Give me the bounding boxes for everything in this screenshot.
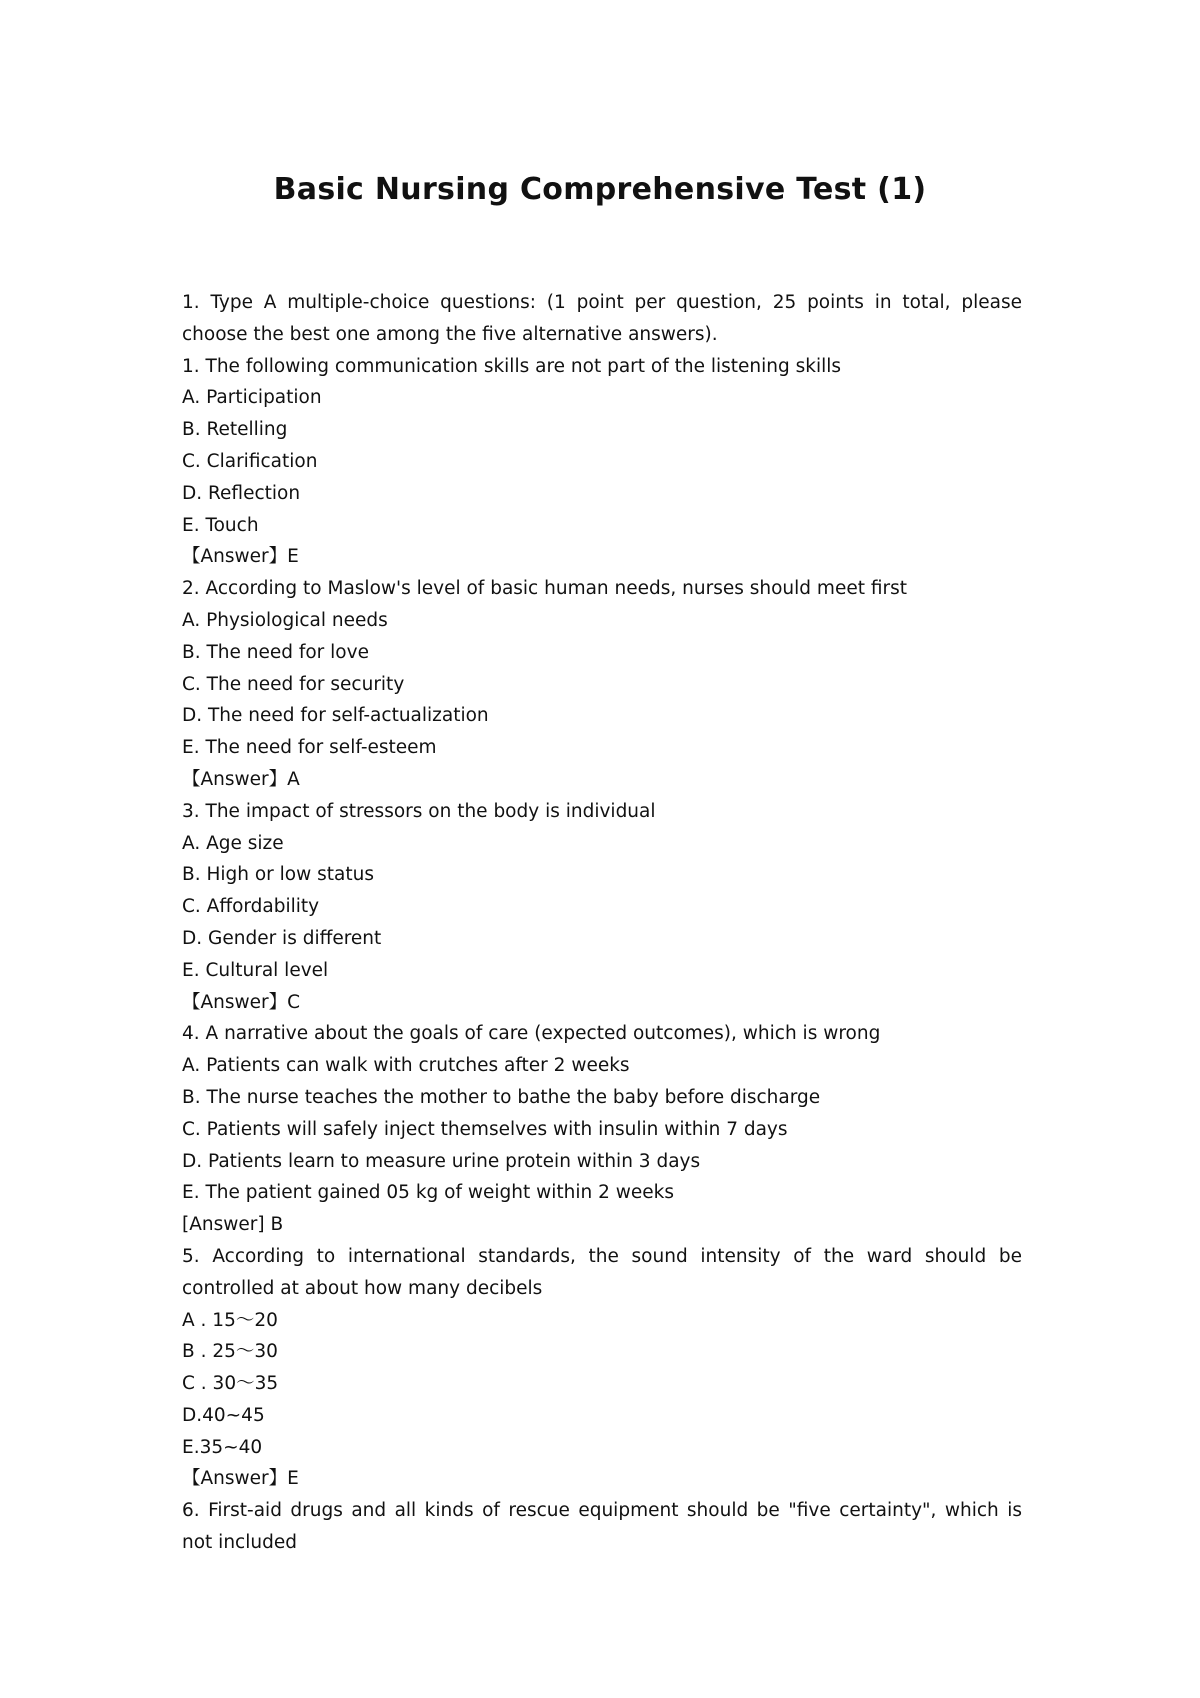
answer-option: C. Affordability bbox=[182, 896, 320, 918]
answer-option: B. The nurse teaches the mother to bathe the baby before discharge bbox=[182, 1086, 821, 1108]
document-title: Basic Nursing Comprehensive Test (1) bbox=[273, 172, 927, 207]
section-intro: 1. Type A multiple-choice questions: (1 point per question, 25 points in total, please choose the best one among the five alternative answers). bbox=[182, 292, 1022, 345]
answer-option: C . 30～35 bbox=[182, 1373, 279, 1395]
answer-option: E. Cultural level bbox=[182, 959, 329, 981]
correct-answer: 【Answer】C bbox=[182, 991, 301, 1013]
answer-option: B. The need for love bbox=[182, 641, 369, 663]
answer-option: C. Patients will safely inject themselves with insulin within 7 days bbox=[182, 1118, 788, 1140]
correct-answer: 【Answer】A bbox=[182, 768, 300, 790]
answer-option: B . 25～30 bbox=[182, 1341, 278, 1363]
correct-answer: [Answer] B bbox=[182, 1214, 284, 1236]
answer-option: A. Patients can walk with crutches after 2 weeks bbox=[182, 1055, 630, 1077]
question-stem: 3. The impact of stressors on the body is individual bbox=[182, 800, 656, 822]
question-stem: 2. According to Maslow's level of basic human needs, nurses should meet first bbox=[182, 578, 907, 600]
answer-option: D. Reflection bbox=[182, 482, 301, 504]
question-stem: 5. According to international standards, the sound intensity of the ward should be controlled at about how many decibels bbox=[182, 1245, 1022, 1299]
answer-option: E. Touch bbox=[182, 514, 259, 536]
answer-option: D. Gender is different bbox=[182, 927, 382, 949]
answer-option: C. Clarification bbox=[182, 450, 318, 472]
answer-option: E. The need for self-esteem bbox=[182, 737, 437, 759]
answer-option: D. The need for self-actualization bbox=[182, 705, 489, 727]
question-stem: 6. First-aid drugs and all kinds of rescue equipment should be "five certainty", which is not included bbox=[182, 1500, 1022, 1554]
question-stem: 1. The following communication skills are not part of the listening skills bbox=[182, 355, 842, 377]
answer-option: D. Patients learn to measure urine protein within 3 days bbox=[182, 1150, 701, 1172]
answer-option: E. The patient gained 05 kg of weight within 2 weeks bbox=[182, 1182, 675, 1204]
correct-answer: 【Answer】E bbox=[182, 546, 299, 568]
answer-option: A . 15～20 bbox=[182, 1309, 278, 1331]
answer-option: B. Retelling bbox=[182, 419, 288, 441]
question-stem: 4. A narrative about the goals of care (expected outcomes), which is wrong bbox=[182, 1023, 881, 1045]
answer-option: C. The need for security bbox=[182, 673, 405, 695]
correct-answer: 【Answer】E bbox=[182, 1468, 299, 1490]
answer-option: A. Participation bbox=[182, 387, 322, 409]
answer-option: B. High or low status bbox=[182, 864, 374, 886]
answer-option: A. Age size bbox=[182, 832, 284, 854]
answer-option: D.40~45 bbox=[182, 1404, 265, 1426]
answer-option: A. Physiological needs bbox=[182, 609, 388, 631]
answer-option: E.35~40 bbox=[182, 1436, 263, 1458]
document-body bbox=[182, 287, 1022, 1559]
